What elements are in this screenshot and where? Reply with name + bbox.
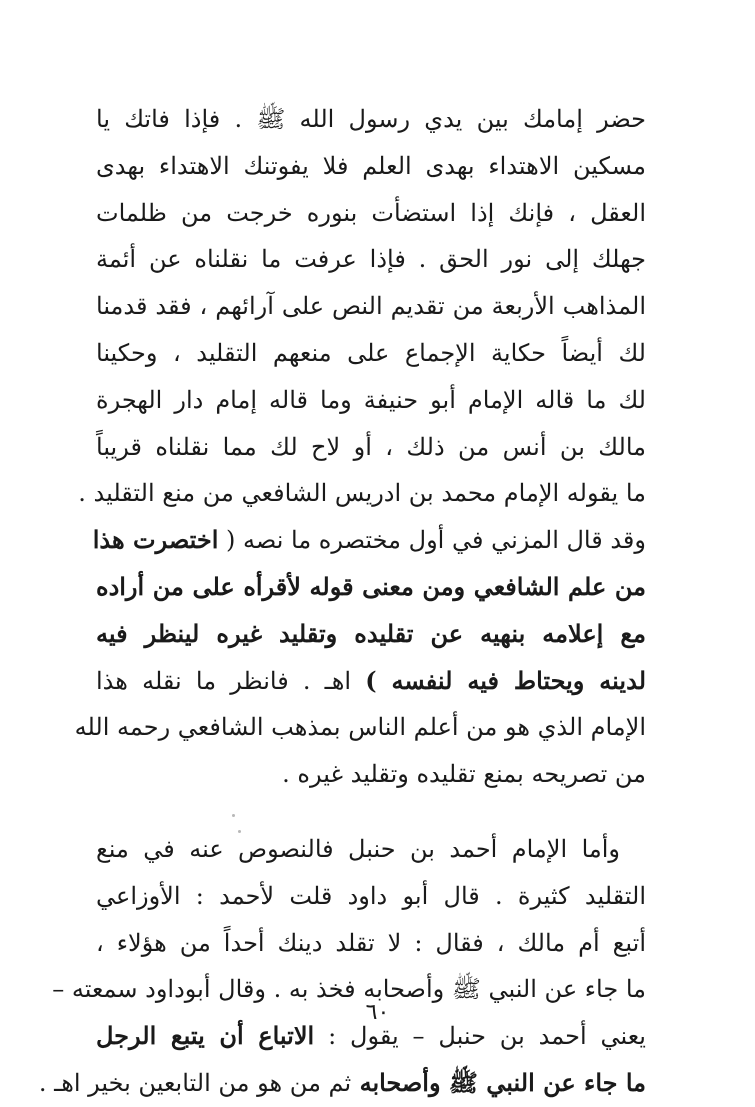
paragraph-2	[38, 826, 646, 1107]
text-line: ما جاء عن النبي ﷺ وأصحابه فخذ به . وقال أبوداود سمعته –	[52, 975, 646, 1004]
text-line	[96, 658, 646, 705]
text-run-bold: ما جاء عن النبي ﷺ وأصحابه	[351, 1067, 646, 1097]
text-line: ما يقوله الإمام محمد بن ادريس الشافعي من منع التقليد .	[78, 479, 646, 508]
text-line: من تصريحه بمنع تقليده وتقليد غيره .	[282, 760, 646, 789]
text-line-bold: مع إعلامه بنهيه عن تقليده وتقليد غيره لينظر فيه	[96, 618, 646, 648]
text-run-bold: الاتباع أن يتبع الرجل	[96, 1021, 315, 1051]
text-run: يعني أحمد بن حنبل – يقول :	[314, 1022, 646, 1051]
text-line: التقليد كثيرة . قال أبو داود قلت لأحمد : الأوزاعي	[96, 881, 646, 910]
text-line: مسكين الاهتداء بهدى العلم فلا يفوتنك الاهتداء بهدى	[96, 151, 646, 180]
page-text	[38, 96, 647, 1107]
text-line-bold: من علم الشافعي ومن معنى قوله لأقرأه على من أراده	[96, 571, 646, 601]
text-run: اهـ . فانظر ما نقله هذا	[96, 666, 366, 695]
text-line: الإمام الذي هو من أعلم الناس بمذهب الشافعي رحمه الله	[74, 713, 646, 742]
text-run: وقد قال المزني في أول مختصره ما نصه (	[218, 526, 646, 555]
text-line: جهلك إلى نور الحق . فإذا عرفت ما نقلناه عن أئمة	[96, 245, 646, 274]
text-line: لك أيضاً حكاية الإجماع على منعهم التقليد ، وحكينا	[96, 338, 646, 367]
text-line: وأما الإمام أحمد بن حنبل فالنصوص عنه في منع	[96, 834, 620, 863]
text-line: مالك بن أنس من ذلك ، أو لاح لك مما نقلناه قريباً	[96, 432, 646, 461]
text-line: المذاهب الأربعة من تقديم النص على آرائهم ، فقد قدمنا	[96, 292, 646, 321]
text-run: ثم من هو من التابعين بخير اهـ .	[38, 1068, 352, 1097]
text-line	[38, 1060, 646, 1107]
text-line: لك ما قاله الإمام أبو حنيفة وما قاله إمام دار الهجرة	[96, 385, 646, 414]
text-line: العقل ، فإنك إذا استضأت بنوره خرجت من ظلمات	[96, 198, 646, 227]
paper-speck	[238, 830, 241, 833]
text-line	[92, 517, 646, 564]
text-line: حضر إمامك بين يدي رسول الله ﷺ . فإذا فاتك يا	[96, 105, 646, 133]
paper-speck	[232, 814, 235, 817]
text-line: أتبع أم مالك ، فقال : لا تقلد دينك أحداً من هؤلاء ،	[96, 928, 646, 957]
paragraph-spacer	[96, 798, 646, 826]
page-number: ٦٠	[365, 1000, 390, 1025]
paragraph-1	[74, 96, 647, 798]
text-run-bold: لدينه ويحتاط فيه لنفسه )	[365, 665, 647, 695]
text-run-bold: اختصرت هذا	[92, 525, 219, 555]
